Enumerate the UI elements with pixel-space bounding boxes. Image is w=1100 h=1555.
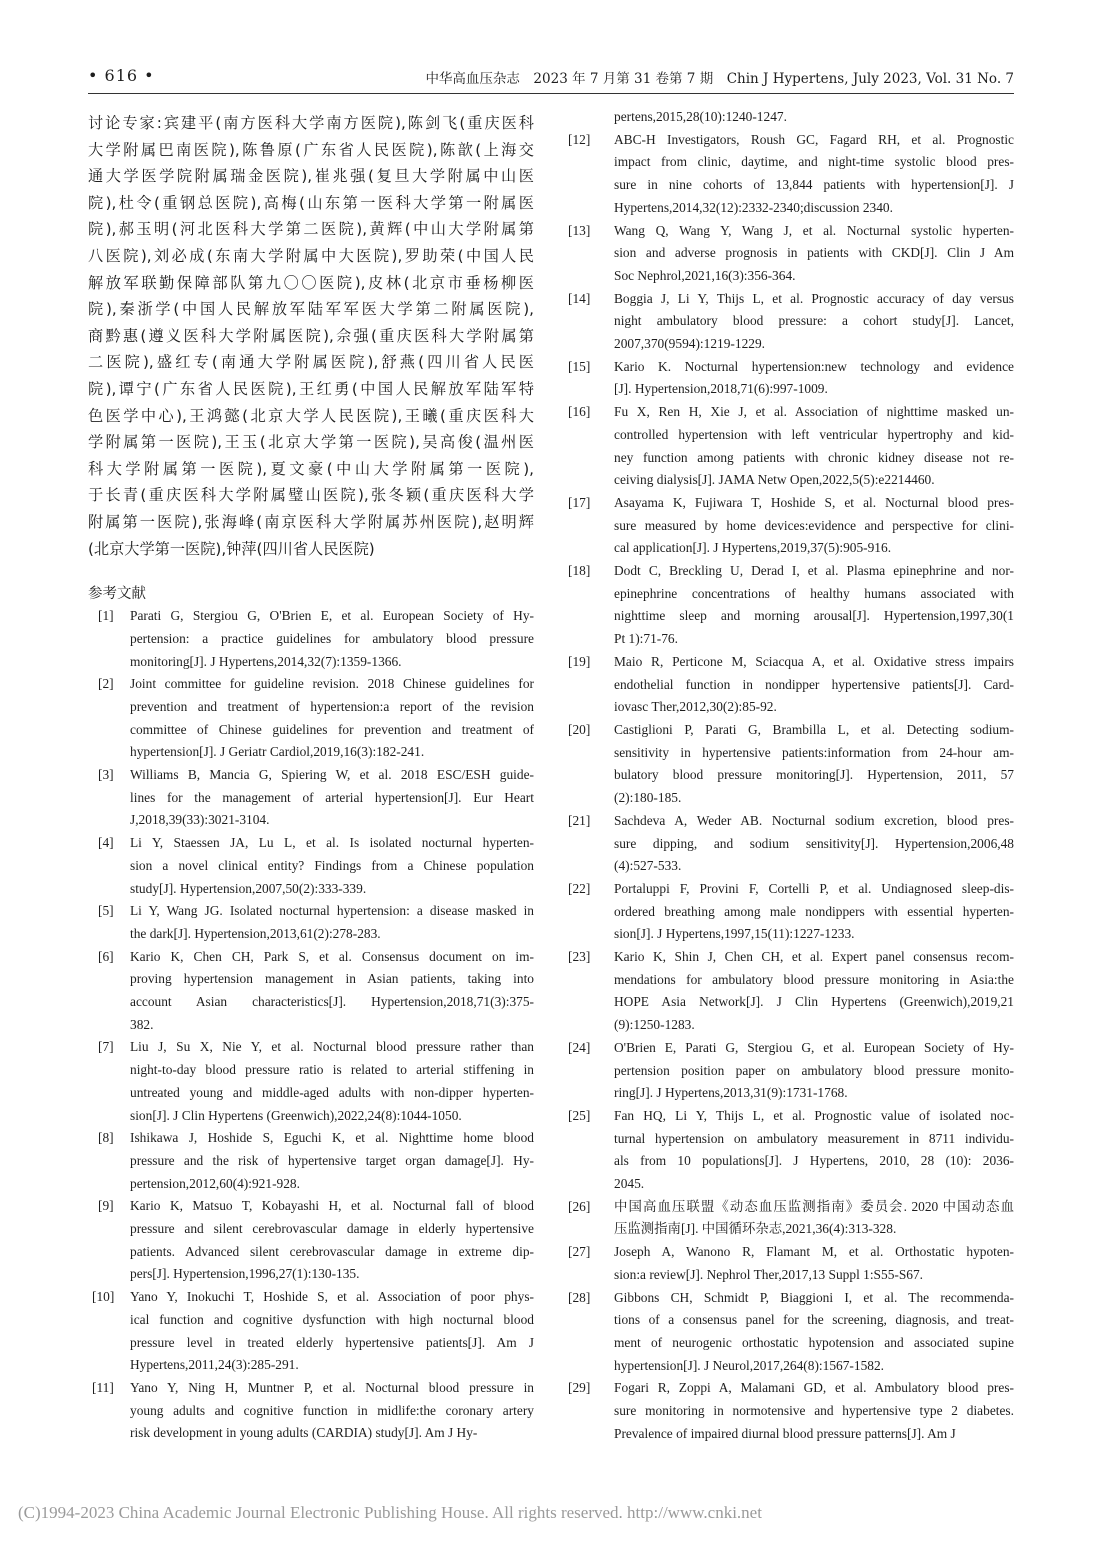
- left-column: [88, 110, 534, 1445]
- reference-line: pertension,2012,60(4):921-928.: [130, 1175, 300, 1191]
- reference-item: [568, 1241, 1014, 1286]
- reference-text: [130, 1036, 534, 1127]
- reference-line: Kario K. Nocturnal hypertension:new technology and evidence: [614, 358, 1014, 374]
- reference-line: prevention and treatment of hypertension:a report of the revision: [130, 698, 534, 714]
- reference-line: proving hypertension management in Asian patients, taking into: [130, 971, 534, 987]
- reference-number: [20]: [568, 721, 591, 737]
- reference-number: [14]: [568, 290, 591, 306]
- reference-line: Yano Y, Ning H, Muntner P, et al. Nocturnal blood pressure in: [130, 1380, 534, 1395]
- reference-line: sion:a review[J]. Nephrol Ther,2017,13 Suppl 1:S55-S67.: [614, 1266, 924, 1282]
- reference-line: Hypertens,2014,32(12):2332-2340;discussion 2340.: [614, 199, 893, 215]
- reference-line: impact from clinic, daytime, and night-time systolic blood pres-: [614, 154, 1014, 170]
- reference-item: [568, 288, 1014, 356]
- reference-text: [130, 1377, 534, 1445]
- reference-number: [17]: [568, 494, 591, 510]
- reference-line: account Asian characteristics[J]. Hypertension,2018,71(3):375-: [130, 994, 534, 1010]
- experts-line: 学附属第一医院),王玉(北京大学第一医院),吴高俊(温州医: [88, 433, 534, 452]
- reference-number: [26]: [568, 1198, 591, 1214]
- reference-item: [88, 605, 534, 673]
- reference-line: sure in nine cohorts of 13,844 patients with hypertension[J]. J: [614, 177, 1014, 193]
- header-rule: [88, 93, 1014, 94]
- reference-text: [130, 673, 534, 764]
- reference-line: 压监测指南[J]. 中国循环杂志,2021,36(4):313-328.: [614, 1221, 897, 1237]
- reference-item: [88, 1195, 534, 1286]
- reference-line: Fu X, Ren H, Xie J, et al. Association of nighttime masked un-: [614, 404, 1014, 420]
- reference-line: tions of a consensus panel for the screening, diagnosis, and treat-: [614, 1312, 1014, 1328]
- reference-line: [J]. Hypertension,2018,71(6):997-1009.: [614, 381, 828, 397]
- reference-line: Liu J, Su X, Nie Y, et al. Nocturnal blood pressure rather than: [130, 1039, 534, 1055]
- reference-line: pers[J]. Hypertension,1996,27(1):130-135.: [130, 1266, 360, 1282]
- reference-item: [88, 673, 534, 764]
- reference-item: [88, 1127, 534, 1195]
- experts-line: 院),谭宁(广东省人民医院),王红勇(中国人民解放军陆军特: [88, 379, 534, 398]
- reference-number: [11]: [92, 1380, 114, 1395]
- reference-line: bulatory blood pressure monitoring[J]. Hypertension, 2011, 57: [614, 767, 1014, 783]
- reference-line: night ambulatory blood pressure: a cohort study[J]. Lancet,: [614, 313, 1014, 329]
- reference-item: [568, 220, 1014, 288]
- reference-line: turnal hypertension on ambulatory measurement in 8711 individu-: [614, 1130, 1014, 1146]
- experts-line: 附属第一医院),张海峰(南京医科大学附属苏州医院),赵明辉: [88, 512, 534, 531]
- reference-text: [614, 1287, 1014, 1378]
- reference-number: [28]: [568, 1289, 591, 1305]
- reference-line: Gibbons CH, Schmidt P, Biaggioni I, et al. The recommenda-: [614, 1289, 1014, 1305]
- reference-item: [568, 1287, 1014, 1378]
- reference-number: [22]: [568, 880, 591, 896]
- reference-number: [3]: [98, 767, 114, 783]
- reference-line: Yano Y, Inokuchi T, Hoshide S, et al. Association of poor phys-: [130, 1289, 534, 1305]
- reference-line: sure dipping, and sodium sensitivity[J]. Hypertension,2006,48: [614, 835, 1014, 851]
- reference-line: pressure and silent cerebrovascular damage in elderly hypertensive: [130, 1221, 534, 1237]
- reference-line: sion a novel clinical entity? Findings from a Chinese population: [130, 857, 534, 873]
- reference-line: ical function and cognitive dysfunction with high nocturnal blood: [130, 1311, 534, 1327]
- reference-line: risk development in young adults (CARDIA) study[J]. Am J Hy-: [130, 1425, 478, 1441]
- reference-number: [6]: [98, 948, 114, 964]
- reference-number: [5]: [98, 903, 114, 919]
- reference-number: [13]: [568, 222, 591, 238]
- reference-line: pressure and the risk of hypertensive target organ damage[J]. Hy-: [130, 1152, 534, 1168]
- reference-line: controlled hypertension with left ventricular hypertrophy and kid-: [614, 426, 1014, 442]
- reference-line: Wang Q, Wang Y, Wang J, et al. Nocturnal systolic hyperten-: [614, 222, 1014, 238]
- reference-item: [88, 764, 534, 832]
- reference-line: Castiglioni P, Parati G, Brambilla L, et al. Detecting sodium-: [614, 721, 1014, 737]
- reference-text: [130, 1195, 534, 1286]
- reference-item: [88, 1286, 534, 1377]
- reference-text: [130, 832, 534, 900]
- reference-line: HOPE Asia Network[J]. J Clin Hypertens (Greenwich),2019,21: [614, 994, 1014, 1010]
- reference-line: Sachdeva A, Weder AB. Nocturnal sodium excretion, blood pres-: [614, 812, 1014, 828]
- experts-line: 解放军联勤保障部队第九〇〇医院),皮林(北京市垂杨柳医: [88, 273, 534, 292]
- reference-line: Fogari R, Zoppi A, Malamani GD, et al. Ambulatory blood pres-: [614, 1380, 1014, 1396]
- reference-line: Li Y, Wang JG. Isolated nocturnal hypertension: a disease masked in: [130, 903, 534, 919]
- reference-number: [12]: [568, 131, 591, 147]
- reference-line: als from 10 populations[J]. J Hypertens, 2010, 28 (10): 2036-: [614, 1153, 1014, 1169]
- reference-line: 2007,370(9594):1219-1229.: [614, 336, 766, 352]
- reference-item: [568, 1196, 1014, 1241]
- reference-text: [614, 356, 1014, 401]
- reference-line: ordered breathing among male nondippers with essential hyperten-: [614, 903, 1014, 919]
- reference-text: [614, 1037, 1014, 1105]
- reference-line: sion and adverse prognosis in patients with CKD[J]. Clin J Am: [614, 245, 1014, 261]
- reference-line: patients. Advanced silent cerebrovascular damage in extreme dip-: [130, 1243, 534, 1259]
- references-list-left: [88, 605, 534, 1445]
- reference-line: endothelial function in nondipper hypertensive patients[J]. Card-: [614, 676, 1014, 692]
- reference-line: Prevalence of impaired diurnal blood pressure patterns[J]. Am J: [614, 1425, 956, 1441]
- reference-line: Ishikawa J, Hoshide S, Eguchi K, et al. Nighttime home blood: [130, 1130, 534, 1146]
- reference-line: Williams B, Mancia G, Spiering W, et al. 2018 ESC/ESH guide-: [130, 767, 534, 783]
- reference-text: [130, 946, 534, 1037]
- reference-number: [19]: [568, 653, 591, 669]
- reference-text: [130, 605, 534, 673]
- reference-line: 中国高血压联盟《动态血压监测指南》委员会. 2020 中国动态血: [614, 1198, 1014, 1214]
- reference-number: [18]: [568, 563, 591, 579]
- reference-number: [29]: [568, 1380, 591, 1396]
- reference-text: [614, 560, 1014, 651]
- reference-text: [130, 1127, 534, 1195]
- reference-number: [4]: [98, 835, 114, 851]
- experts-line: 二医院),盛红专(南通大学附属医院),舒燕(四川省人民医: [88, 353, 534, 372]
- reference-line: ceiving dialysis[J]. JAMA Netw Open,2022,5(5):e2214460.: [614, 472, 935, 488]
- reference-line: Kario K, Chen CH, Park S, et al. Consensus document on im-: [130, 948, 534, 964]
- reference-line: ring[J]. J Hypertens,2013,31(9):1731-1768.: [614, 1085, 848, 1101]
- experts-line: 讨论专家:宾建平(南方医科大学南方医院),陈剑飞(重庆医科: [88, 114, 534, 132]
- reference-line: (2):180-185.: [614, 790, 682, 806]
- reference-item: [568, 719, 1014, 810]
- reference-line: ney function among patients with chronic kidney disease not re-: [614, 449, 1014, 465]
- reference-item: [568, 129, 1014, 220]
- discussion-experts-paragraph: [88, 110, 534, 562]
- experts-line: 科大学附属第一医院),夏文豪(中山大学附属第一医院),: [88, 459, 534, 478]
- reference-line: Parati G, Stergiou G, O'Brien E, et al. European Society of Hy-: [130, 608, 534, 624]
- reference-line: Maio R, Perticone M, Sciacqua A, et al. Oxidative stress impairs: [614, 653, 1014, 669]
- reference-item: [88, 900, 534, 945]
- reference-item: [88, 946, 534, 1037]
- reference-line: sure monitoring in normotensive and hypertensive type 2 diabetes.: [614, 1403, 1014, 1419]
- running-header: [88, 62, 1014, 90]
- reference-item: [568, 401, 1014, 492]
- reference-line: Portaluppi F, Provini F, Cortelli P, et al. Undiagnosed sleep-dis-: [614, 880, 1014, 896]
- reference-line: hypertension[J]. J Neurol,2017,264(8):1567-1582.: [614, 1357, 885, 1373]
- reference-item: [88, 832, 534, 900]
- reference-line: Kario K, Shin J, Chen CH, et al. Expert panel consensus recom-: [614, 949, 1014, 965]
- reference-line: J,2018,39(33):3021-3104.: [130, 812, 270, 828]
- reference-line: hypertension[J]. J Geriatr Cardiol,2019,16(3):182-241.: [130, 744, 425, 760]
- reference-number: [23]: [568, 949, 591, 965]
- reference-number: [16]: [568, 404, 591, 420]
- reference-item: [568, 651, 1014, 719]
- reference-line: sure measured by home devices:evidence and perspective for clini-: [614, 517, 1014, 533]
- reference-line: ABC-H Investigators, Roush GC, Fagard RH, et al. Prognostic: [614, 131, 1014, 147]
- reference-line: Joseph A, Wanono R, Flamant M, et al. Orthostatic hypoten-: [614, 1244, 1014, 1260]
- reference-line: sion[J]. J Hypertens,1997,15(11):1227-1233.: [614, 926, 855, 942]
- reference-text: [614, 129, 1014, 220]
- experts-line: 院),杜令(重钢总医院),高梅(山东第一医科大学第一附属医: [88, 193, 534, 212]
- reference-line: iovasc Ther,2012,30(2):85-92.: [614, 699, 777, 715]
- right-column: [568, 106, 1014, 1445]
- reference-item: [88, 1036, 534, 1127]
- reference-number: [7]: [98, 1039, 114, 1055]
- reference-line: monitoring[J]. J Hypertens,2014,32(7):1359-1366.: [130, 653, 402, 669]
- reference-line: young adults and cognitive function in midlife:the coronary artery: [130, 1402, 534, 1418]
- reference-text: [130, 1286, 534, 1377]
- reference-item: [568, 946, 1014, 1037]
- reference-line: committee of Chinese guidelines for prevention and treatment of: [130, 721, 534, 737]
- experts-line: 大学附属巴南医院),陈鲁原(广东省人民医院),陈歆(上海交: [88, 140, 534, 159]
- reference-line: O'Brien E, Parati G, Stergiou G, et al. European Society of Hy-: [614, 1039, 1014, 1055]
- reference-line: cal application[J]. J Hypertens,2019,37(5):905-916.: [614, 540, 892, 556]
- experts-line: 于长青(重庆医科大学附属璧山医院),张冬颖(重庆医科大学: [88, 486, 534, 505]
- reference-number: [15]: [568, 358, 591, 374]
- reference-text: [614, 1241, 1014, 1286]
- reference-line: (9):1250-1283.: [614, 1017, 695, 1033]
- reference-line: Pt 1):71-76.: [614, 631, 678, 647]
- journal-citation-line: 中华高血压杂志 2023 年 7 月第 31 卷第 7 期 Chin J Hypertens, July 2023, Vol. 31 No. 7: [425, 71, 1014, 87]
- reference-line: 2045.: [614, 1176, 645, 1192]
- experts-line: 院),秦浙学(中国人民解放军陆军军医大学第二附属医院),: [88, 300, 534, 319]
- reference-item: [568, 560, 1014, 651]
- reference-text: [614, 401, 1014, 492]
- reference-line: ment of neurogenic orthostatic hypotension and associated supine: [614, 1334, 1014, 1350]
- reference-line: Boggia J, Li Y, Thijs L, et al. Prognostic accuracy of day versus: [614, 290, 1014, 306]
- reference-number: [21]: [568, 812, 591, 828]
- reference-item: [568, 1037, 1014, 1105]
- page-number: • 616 •: [88, 66, 155, 85]
- reference-line: pressure level in treated elderly hypertensive patients[J]. Am J: [130, 1334, 534, 1350]
- experts-line: 商黔惠(遵义医科大学附属医院),佘强(重庆医科大学附属第: [88, 326, 534, 345]
- reference-line: Soc Nephrol,2021,16(3):356-364.: [614, 267, 796, 283]
- reference-text: [614, 651, 1014, 719]
- reference-text: [130, 764, 534, 832]
- reference-number: [9]: [98, 1198, 114, 1214]
- reference-item: [568, 492, 1014, 560]
- reference-number: [10]: [92, 1289, 115, 1305]
- reference-number: [24]: [568, 1039, 591, 1055]
- reference-text: [614, 1377, 1014, 1445]
- reference-line: mendations for ambulatory blood pressure monitoring in Asia:the: [614, 971, 1014, 987]
- reference-line: nighttime sleep and morning arousal[J]. Hypertension,1997,30(1: [614, 608, 1014, 624]
- references-list-right: [568, 129, 1014, 1446]
- reference-line: 382.: [130, 1016, 154, 1032]
- references-heading: 参考文献: [88, 586, 146, 603]
- reference-line: Hypertens,2011,24(3):285-291.: [130, 1357, 299, 1373]
- reference-line: (4):527-533.: [614, 858, 682, 874]
- reference-text: [614, 719, 1014, 810]
- reference-text: [614, 810, 1014, 878]
- reference-item: [568, 878, 1014, 946]
- reference-line: sion[J]. J Clin Hypertens (Greenwich),2022,24(8):1044-1050.: [130, 1107, 462, 1123]
- experts-line: 色医学中心),王鸿懿(北京大学人民医院),王曦(重庆医科大: [88, 406, 534, 425]
- reference-11-continuation: pertens,2015,28(10):1240-1247.: [614, 109, 787, 124]
- reference-line: Joint committee for guideline revision. 2018 Chinese guidelines for: [130, 676, 534, 692]
- reference-text: [614, 492, 1014, 560]
- reference-line: Dodt C, Breckling U, Derad I, et al. Plasma epinephrine and nor-: [614, 563, 1014, 579]
- reference-item: [88, 1377, 534, 1445]
- reference-line: epinephrine concentrations of healthy humans associated with: [614, 585, 1014, 601]
- reference-number: [27]: [568, 1244, 591, 1260]
- reference-number: [25]: [568, 1107, 591, 1123]
- reference-number: [1]: [98, 608, 114, 624]
- reference-line: sensitivity in hypertensive patients:information from 24-hour am-: [614, 744, 1014, 760]
- reference-text: [614, 878, 1014, 946]
- reference-line: night-to-day blood pressure ratio is related to arterial stiffening in: [130, 1062, 534, 1078]
- experts-line: 通大学医学院附属瑞金医院),崔兆强(复旦大学附属中山医: [88, 167, 534, 186]
- reference-item: [568, 356, 1014, 401]
- reference-line: study[J]. Hypertension,2007,50(2):333-339.: [130, 880, 367, 896]
- reference-line: the dark[J]. Hypertension,2013,61(2):278-283.: [130, 925, 381, 941]
- reference-line: pertension: a practice guidelines for ambulatory blood pressure: [130, 630, 534, 646]
- reference-item: [568, 810, 1014, 878]
- reference-line: untreated young and middle-aged adults with non-dipper hyperten-: [130, 1084, 534, 1100]
- reference-item: [568, 1377, 1014, 1445]
- experts-line: 八医院),刘必成(东南大学附属中大医院),罗助荣(中国人民: [88, 246, 534, 265]
- reference-line: Asayama K, Fujiwara T, Hoshide S, et al. Nocturnal blood pres-: [614, 494, 1014, 510]
- reference-line: lines for the management of arterial hypertension[J]. Eur Heart: [130, 789, 534, 805]
- reference-text: [614, 1196, 1014, 1241]
- reference-text: [614, 288, 1014, 356]
- reference-line: Li Y, Staessen JA, Lu L, et al. Is isolated nocturnal hyperten-: [130, 835, 534, 851]
- reference-text: [614, 220, 1014, 288]
- reference-number: [8]: [98, 1130, 114, 1146]
- reference-line: pertension position paper on ambulatory blood pressure monito-: [614, 1062, 1014, 1078]
- experts-line: (北京大学第一医院),钟萍(四川省人民医院): [88, 539, 375, 558]
- reference-line: Fan HQ, Li Y, Thijs L, et al. Prognostic value of isolated noc-: [614, 1107, 1014, 1123]
- reference-text: [614, 1105, 1014, 1196]
- copyright-footer: (C)1994-2023 China Academic Journal Electronic Publishing House. All rights reserved. http://www.cnki.net: [18, 1503, 762, 1522]
- reference-text: [130, 900, 534, 945]
- reference-item: [568, 1105, 1014, 1196]
- reference-number: [2]: [98, 676, 114, 692]
- reference-text: [614, 946, 1014, 1037]
- reference-line: Kario K, Matsuo T, Kobayashi H, et al. Nocturnal fall of blood: [130, 1198, 534, 1214]
- experts-line: 院),郝玉明(河北医科大学第二医院),黄辉(中山大学附属第: [88, 220, 534, 239]
